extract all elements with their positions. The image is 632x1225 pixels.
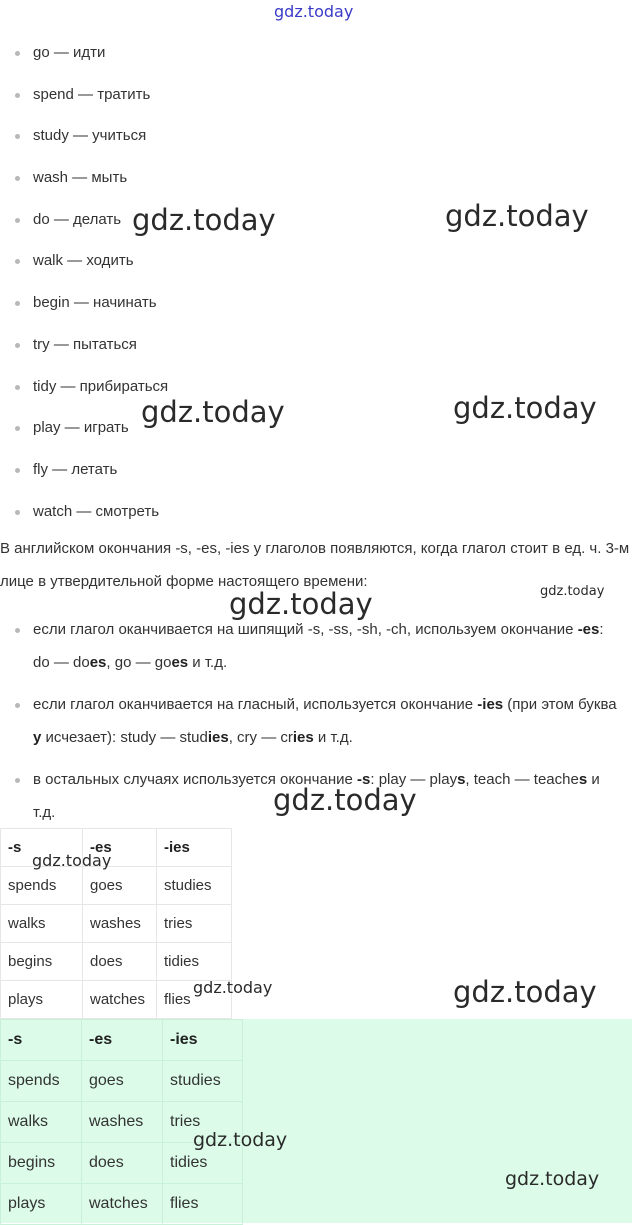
table-cell: watches <box>82 1184 163 1225</box>
table-cell: washes <box>83 905 157 943</box>
bullet-icon <box>15 51 20 56</box>
watermark: gdz.today <box>132 203 276 237</box>
table-cell: spends <box>1 867 83 905</box>
list-item: tidy — прибираться <box>0 366 632 408</box>
table-cell: goes <box>82 1061 163 1102</box>
table-cell: washes <box>82 1102 163 1143</box>
bullet-icon <box>15 628 20 633</box>
table-cell: flies <box>163 1184 243 1225</box>
list-item: study — учиться <box>0 115 632 157</box>
bullet-icon <box>15 176 20 181</box>
bullet-icon <box>15 385 20 390</box>
table-header-row <box>1 1020 243 1061</box>
bullet-icon <box>15 703 20 708</box>
table-cell: tidies <box>163 1143 243 1184</box>
table-cell: tidies <box>157 943 232 981</box>
watermark: gdz.today <box>505 1168 600 1190</box>
list-item: begin — начинать <box>0 282 632 324</box>
watermark-top: gdz.today <box>274 2 354 21</box>
table-cell: plays <box>1 1184 82 1225</box>
watermark: gdz.today <box>453 975 597 1009</box>
watermark: gdz.today <box>193 978 273 997</box>
watermark: gdz.today <box>273 783 417 817</box>
list-item: play — играть <box>0 407 632 449</box>
table-row <box>1 867 232 905</box>
table-cell: spends <box>1 1061 82 1102</box>
table-cell: plays <box>1 981 83 1019</box>
bullet-icon <box>15 259 20 264</box>
verb-list <box>0 32 632 532</box>
rule-item-ies: если глагол оканчивается на гласный, используется окончание -ies (при этом буква y исчезает): study — studies, cry — cries и т.д. <box>0 688 632 754</box>
list-item: go — идти <box>0 32 632 74</box>
bullet-icon <box>15 134 20 139</box>
table-cell: tries <box>157 905 232 943</box>
answer-table <box>0 1019 243 1225</box>
watermark: gdz.today <box>32 851 112 870</box>
bullet-icon <box>15 93 20 98</box>
table-cell: studies <box>157 867 232 905</box>
table-cell: does <box>83 943 157 981</box>
bullet-icon <box>15 426 20 431</box>
bullet-icon <box>15 218 20 223</box>
table-cell: walks <box>1 905 83 943</box>
table-header: -ies <box>163 1020 243 1061</box>
bullet-icon <box>15 468 20 473</box>
table-header: -s <box>1 829 83 867</box>
bullet-icon <box>15 343 20 348</box>
table-cell: goes <box>83 867 157 905</box>
rule-item-s: в остальных случаях используется окончание -s: play — plays, teach — teaches и т.д. <box>0 763 632 829</box>
table-cell: watches <box>83 981 157 1019</box>
list-item: fly — летать <box>0 449 632 491</box>
table-cell: walks <box>1 1102 82 1143</box>
list-item: spend — тратить <box>0 74 632 116</box>
table-row <box>1 1184 243 1225</box>
watermark: gdz.today <box>141 395 285 429</box>
rule-paragraph: В английском окончания -s, -es, -ies у глаголов появляются, когда глагол стоит в ед. ч. 3-м лице в утвердительной форме настоящего времени: <box>0 540 630 590</box>
table-header: -es <box>83 829 157 867</box>
rule-item-es: если глагол оканчивается на шипящий -s, -ss, -sh, -ch, используем окончание -es: do — does, go — goes и т.д. <box>0 613 632 679</box>
watermark: gdz.today <box>445 199 589 233</box>
table-cell: begins <box>1 1143 82 1184</box>
table-row <box>1 1061 243 1102</box>
watermark: gdz.today <box>453 391 597 425</box>
watermark: gdz.today <box>229 587 373 621</box>
table-header: -es <box>82 1020 163 1061</box>
list-item: do — делать <box>0 199 632 241</box>
list-item: wash — мыть <box>0 157 632 199</box>
list-item: watch — смотреть <box>0 491 632 533</box>
list-item: walk — ходить <box>0 240 632 282</box>
list-item: try — пытаться <box>0 324 632 366</box>
table-row <box>1 943 232 981</box>
table-cell: begins <box>1 943 83 981</box>
table-cell: tries <box>163 1102 243 1143</box>
bullet-icon <box>15 510 20 515</box>
table-header: -s <box>1 1020 82 1061</box>
table-cell: does <box>82 1143 163 1184</box>
bullet-icon <box>15 778 20 783</box>
table-cell: studies <box>163 1061 243 1102</box>
table-header: -ies <box>157 829 232 867</box>
bullet-icon <box>15 301 20 306</box>
watermark: gdz.today <box>193 1129 288 1151</box>
table-row <box>1 905 232 943</box>
watermark: gdz.today <box>540 584 605 599</box>
table-cell: flies <box>157 981 232 1019</box>
